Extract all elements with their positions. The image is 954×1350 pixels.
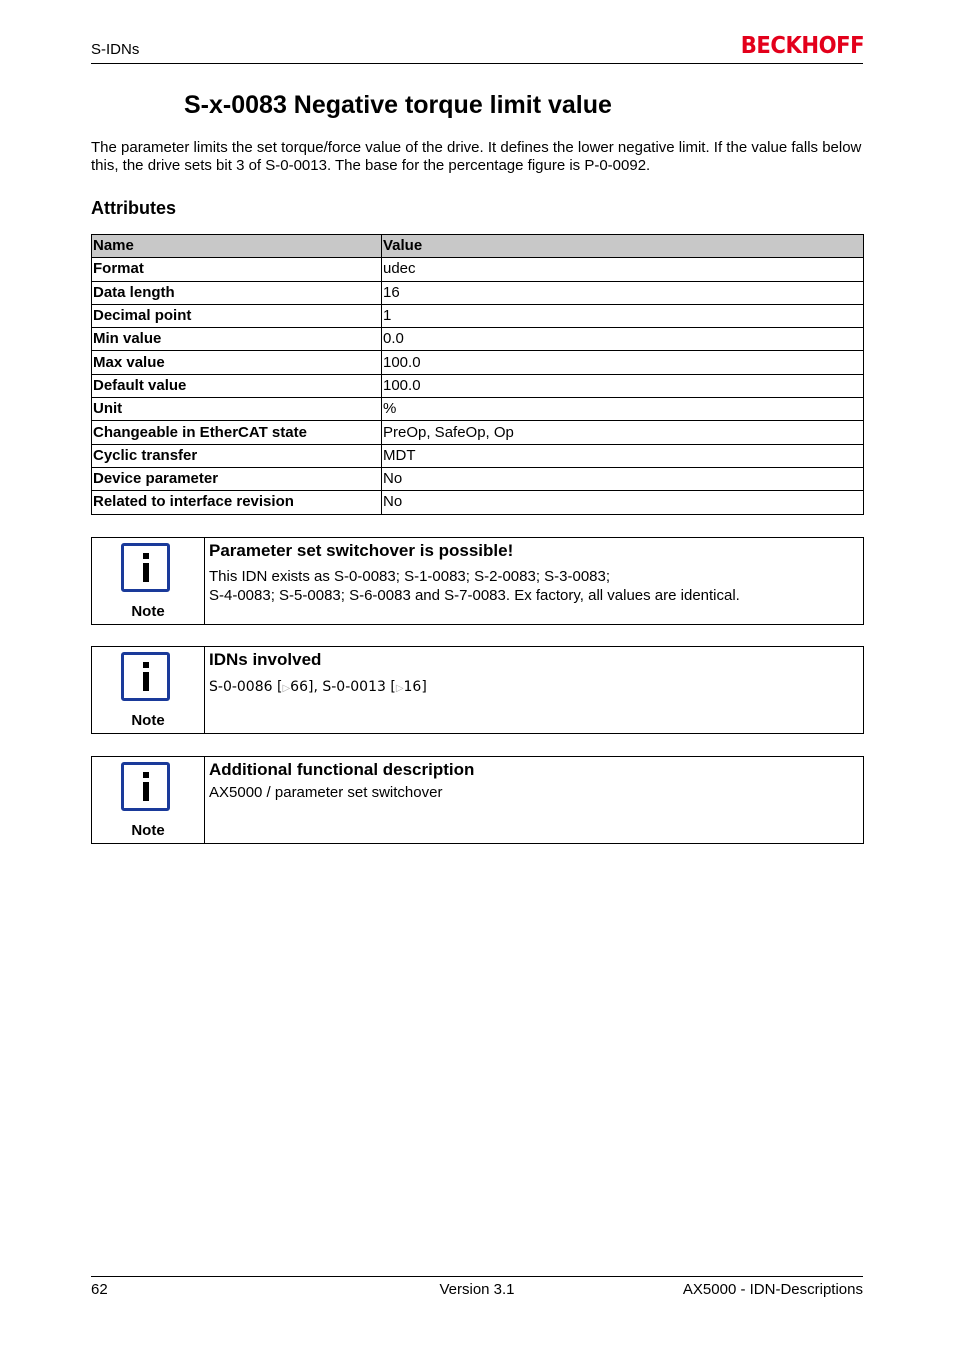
row-value: 1 — [382, 304, 864, 327]
table-row — [92, 258, 864, 281]
intro-paragraph: The parameter limits the set torque/force value of the drive. It defines the lower negative limit. If the value falls below this, the drive sets bit 3 of S-0-0013. The base for the percentage figure is P-0-0092. — [91, 139, 862, 174]
page-ref[interactable]: 16 — [403, 679, 422, 695]
footer-version: Version 3.1 — [439, 1281, 515, 1298]
row-name: Cyclic transfer — [92, 444, 382, 467]
note-text-line: S-4-0083; S-5-0083; S-6-0083 and S-7-0083. Ex factory, all values are identical. — [209, 587, 740, 604]
beckhoff-logo: BECKHOFF — [740, 33, 864, 59]
note-title: Parameter set switchover is possible! — [209, 541, 514, 560]
table-row — [92, 421, 864, 444]
note-label: Note — [131, 603, 165, 620]
page-ref[interactable]: 66 — [290, 679, 308, 695]
column-header-value: Value — [382, 235, 864, 258]
row-value: 16 — [382, 281, 864, 304]
page-title: S-x-0083 Negative torque limit value — [184, 91, 612, 119]
note-title: Additional functional description — [209, 760, 475, 779]
table-row — [92, 281, 864, 304]
row-name: Min value — [92, 328, 382, 351]
note-box-additional — [91, 756, 864, 844]
row-value: MDT — [382, 444, 864, 467]
row-name: Data length — [92, 281, 382, 304]
attributes-heading: Attributes — [91, 198, 176, 218]
idn-link[interactable]: S-0-0013 — [322, 679, 386, 695]
note-icon-cell — [92, 538, 205, 624]
column-header-name: Name — [92, 235, 382, 258]
idn-link[interactable]: S-0-0086 — [209, 679, 273, 695]
footer-page-number: 62 — [91, 1281, 108, 1298]
note-icon-cell — [92, 757, 205, 843]
row-name: Default value — [92, 374, 382, 397]
row-value: 100.0 — [382, 374, 864, 397]
note-title: IDNs involved — [209, 650, 322, 669]
row-name: Format — [92, 258, 382, 281]
row-name: Decimal point — [92, 304, 382, 327]
note-text — [209, 567, 859, 605]
table-header-row — [92, 235, 864, 258]
row-name: Max value — [92, 351, 382, 374]
row-value: 100.0 — [382, 351, 864, 374]
footer-doc-title: AX5000 - IDN-Descriptions — [682, 1281, 863, 1298]
table-row — [92, 351, 864, 374]
footer-rule — [91, 1276, 863, 1277]
row-value: PreOp, SafeOp, Op — [382, 421, 864, 444]
row-name: Related to interface revision — [92, 491, 382, 514]
table-row — [92, 444, 864, 467]
note-label: Note — [131, 712, 165, 729]
header-section-label: S-IDNs — [91, 41, 140, 58]
note-text: AX5000 / parameter set switchover — [209, 784, 443, 801]
page-arrow-icon: ▷ — [282, 683, 291, 694]
table-row — [92, 467, 864, 490]
info-icon — [121, 543, 170, 592]
row-value: No — [382, 467, 864, 490]
table-row — [92, 491, 864, 514]
row-value: 0.0 — [382, 328, 864, 351]
note-content — [205, 757, 863, 843]
note-content — [205, 647, 863, 733]
note-content — [205, 538, 863, 624]
note-box-idns-involved — [91, 646, 864, 734]
header-rule — [91, 63, 863, 64]
table-row — [92, 304, 864, 327]
attributes-table — [91, 234, 864, 515]
note-box-switchover — [91, 537, 864, 625]
info-icon — [121, 762, 170, 811]
note-label: Note — [131, 822, 165, 839]
row-value: No — [382, 491, 864, 514]
table-row — [92, 398, 864, 421]
table-row — [92, 328, 864, 351]
row-name: Unit — [92, 398, 382, 421]
row-value: % — [382, 398, 864, 421]
note-icon-cell — [92, 647, 205, 733]
row-value: udec — [382, 258, 864, 281]
row-name: Device parameter — [92, 467, 382, 490]
note-links: S-0-0086 [▷66], S-0-0013 [▷16] — [209, 679, 427, 695]
page-arrow-icon: ▷ — [395, 683, 404, 694]
note-text-line: This IDN exists as S-0-0083; S-1-0083; S-2-0083; S-3-0083; — [209, 568, 611, 585]
info-icon — [121, 652, 170, 701]
table-row — [92, 374, 864, 397]
row-name: Changeable in EtherCAT state — [92, 421, 382, 444]
